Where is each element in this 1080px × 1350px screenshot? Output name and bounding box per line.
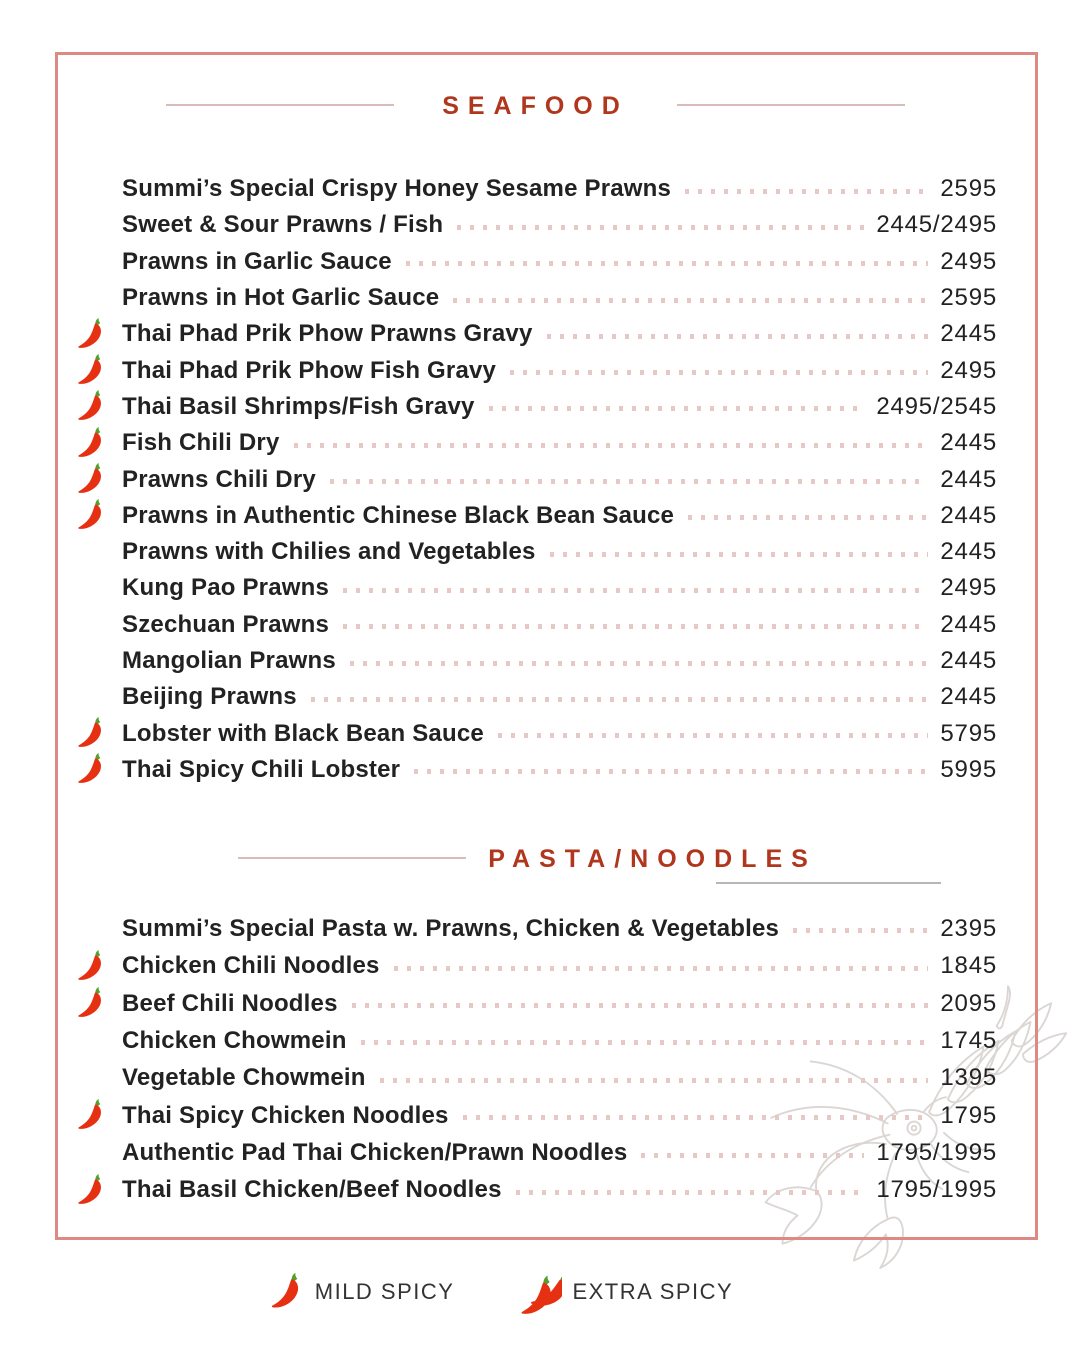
- dotted-leader: [457, 225, 864, 230]
- chili-slot-empty: [74, 643, 122, 679]
- item-name: Thai Spicy Chili Lobster: [122, 755, 401, 783]
- item-price: 5995: [940, 755, 997, 783]
- mild-spicy-chili-icon: [74, 461, 122, 497]
- menu-item-row: [74, 570, 997, 606]
- item-name: Beef Chili Noodles: [122, 989, 338, 1017]
- item-name: Chicken Chili Noodles: [122, 952, 380, 980]
- section-title-seafood: SEAFOOD: [442, 91, 629, 120]
- menu-item-row: [74, 389, 997, 425]
- chili-slot-empty: [74, 171, 122, 207]
- item-name: Thai Basil Shrimps/Fish Gravy: [122, 392, 475, 420]
- chili-slot-empty: [74, 280, 122, 316]
- item-name: Thai Spicy Chicken Noodles: [122, 1101, 449, 1129]
- menu-border-frame: [55, 52, 1038, 1240]
- item-name: Chicken Chowmein: [122, 1026, 347, 1054]
- dotted-leader: [414, 769, 928, 774]
- dotted-leader: [330, 479, 928, 484]
- item-price: 2095: [940, 989, 997, 1017]
- dotted-leader: [394, 966, 929, 971]
- item-name: Prawns with Chilies and Vegetables: [122, 538, 536, 566]
- mild-spicy-chili-icon: [74, 752, 122, 788]
- dotted-leader: [793, 928, 928, 933]
- item-price: 2445/2495: [876, 211, 997, 239]
- item-price: 5795: [940, 719, 997, 747]
- mild-spicy-chili-icon: [74, 498, 122, 534]
- item-name: Prawns in Garlic Sauce: [122, 247, 392, 275]
- chili-slot-empty: [74, 1022, 122, 1059]
- legend-label-extra: EXTRA SPICY: [572, 1279, 734, 1304]
- dotted-leader: [406, 261, 929, 266]
- chili-slot-empty: [74, 1060, 122, 1097]
- dotted-leader: [380, 1078, 929, 1083]
- menu-items-list-pasta: [74, 910, 997, 1209]
- mild-spicy-chili-icon: [267, 1262, 305, 1322]
- menu-item-row: [74, 1022, 997, 1059]
- item-name: Thai Phad Prik Phow Prawns Gravy: [122, 320, 533, 348]
- item-name: Summi’s Special Pasta w. Prawns, Chicken & Vegetables: [122, 914, 780, 942]
- section-header: [74, 89, 997, 121]
- menu-item-row: [74, 985, 997, 1022]
- item-price: 2445: [940, 538, 997, 566]
- dotted-leader: [352, 1003, 929, 1008]
- mild-spicy-chili-icon: [74, 389, 122, 425]
- dotted-leader: [463, 1115, 929, 1120]
- legend-item-mild: [267, 1262, 455, 1322]
- chili-slot-empty: [74, 534, 122, 570]
- dotted-leader: [311, 697, 929, 702]
- item-name: Authentic Pad Thai Chicken/Prawn Noodles: [122, 1139, 628, 1167]
- header-line-right-offset: [716, 882, 941, 884]
- mild-spicy-chili-icon: [74, 715, 122, 751]
- item-price: 2495: [940, 356, 997, 384]
- dotted-leader: [489, 406, 865, 411]
- menu-item-row: [74, 425, 997, 461]
- menu-item-row: [74, 1060, 997, 1097]
- chili-slot-empty: [74, 570, 122, 606]
- dotted-leader: [516, 1190, 865, 1195]
- mild-spicy-chili-icon: [74, 985, 122, 1022]
- item-name: Prawns in Authentic Chinese Black Bean Sauce: [122, 501, 675, 529]
- menu-item-row: [74, 679, 997, 715]
- item-price: 2445: [940, 501, 997, 529]
- item-price: 2495: [940, 247, 997, 275]
- mild-spicy-chili-icon: [74, 947, 122, 984]
- dotted-leader: [294, 443, 929, 448]
- item-name: Thai Phad Prik Phow Fish Gravy: [122, 356, 497, 384]
- dotted-leader: [350, 661, 929, 666]
- menu-item-row: [74, 910, 997, 947]
- section-title-pasta-noodles: PASTA/NOODLES: [488, 844, 817, 873]
- item-name: Summi’s Special Crispy Honey Sesame Prawns: [122, 175, 672, 203]
- item-price: 1795/1995: [876, 1176, 997, 1204]
- dotted-leader: [510, 370, 928, 375]
- menu-item-row: [74, 1097, 997, 1134]
- menu-item-row: [74, 244, 997, 280]
- item-price: 2445: [940, 429, 997, 457]
- section-header: [66, 842, 989, 874]
- menu-item-row: [74, 461, 997, 497]
- menu-item-row: [74, 1134, 997, 1171]
- menu-item-row: [74, 352, 997, 388]
- menu-item-row: [74, 715, 997, 751]
- item-name: Prawns in Hot Garlic Sauce: [122, 284, 440, 312]
- menu-item-row: [74, 280, 997, 316]
- menu-item-row: [74, 947, 997, 984]
- menu-item-row: [74, 607, 997, 643]
- item-price: 1845: [940, 952, 997, 980]
- dotted-leader: [453, 298, 928, 303]
- header-line-left: [166, 104, 394, 106]
- dotted-leader: [641, 1153, 864, 1158]
- chili-slot-empty: [74, 679, 122, 715]
- item-name: Vegetable Chowmein: [122, 1064, 366, 1092]
- legend-label-mild: MILD SPICY: [314, 1279, 455, 1304]
- dotted-leader: [361, 1040, 929, 1045]
- menu-item-row: [74, 752, 997, 788]
- item-price: 2445: [940, 610, 997, 638]
- item-name: Beijing Prawns: [122, 683, 297, 711]
- menu-item-row: [74, 171, 997, 207]
- item-price: 2445: [940, 647, 997, 674]
- item-price: 2445: [940, 683, 997, 711]
- menu-section-pasta-noodles: [74, 842, 997, 1209]
- legend-item-extra: [510, 1260, 733, 1324]
- menu-item-row: [74, 1172, 997, 1209]
- spice-legend: [0, 1260, 1080, 1324]
- dotted-leader: [498, 733, 928, 738]
- chili-slot-empty: [74, 1134, 122, 1171]
- item-price: 2495: [940, 574, 997, 602]
- mild-spicy-chili-icon: [74, 1097, 122, 1134]
- menu-items-list-seafood: [74, 171, 997, 788]
- chili-slot-empty: [74, 910, 122, 947]
- item-price: 2595: [940, 175, 997, 203]
- item-name: Prawns Chili Dry: [122, 465, 316, 493]
- dotted-leader: [343, 624, 928, 629]
- item-price: 2395: [940, 914, 997, 942]
- mild-spicy-chili-icon: [74, 1172, 122, 1209]
- dotted-leader: [685, 189, 928, 194]
- item-price: 1795: [940, 1101, 997, 1129]
- dotted-leader: [550, 552, 929, 557]
- item-price: 2445: [940, 465, 997, 493]
- dotted-leader: [343, 588, 928, 593]
- dotted-leader: [547, 334, 929, 339]
- item-price: 2495/2545: [876, 392, 997, 420]
- header-line-left: [238, 857, 466, 859]
- chili-slot-empty: [74, 244, 122, 280]
- dotted-leader: [688, 515, 928, 520]
- item-price: 1745: [940, 1026, 997, 1054]
- item-price: 2445: [940, 320, 997, 348]
- item-name: Sweet & Sour Prawns / Fish: [122, 211, 444, 239]
- extra-spicy-chili-icon: [510, 1260, 562, 1324]
- item-name: Thai Basil Chicken/Beef Noodles: [122, 1176, 502, 1204]
- chili-slot-empty: [74, 607, 122, 643]
- chili-slot-empty: [74, 207, 122, 243]
- menu-item-row: [74, 534, 997, 570]
- menu-item-row: [74, 207, 997, 243]
- mild-spicy-chili-icon: [74, 425, 122, 461]
- mild-spicy-chili-icon: [74, 316, 122, 352]
- item-price: 1395: [940, 1064, 997, 1092]
- item-name: Szechuan Prawns: [122, 610, 330, 638]
- menu-item-row: [74, 498, 997, 534]
- item-name: Kung Pao Prawns: [122, 574, 330, 602]
- menu-section-seafood: [74, 89, 997, 788]
- menu-item-row: [74, 643, 997, 679]
- menu-item-row: [74, 316, 997, 352]
- header-line-right: [677, 104, 905, 106]
- item-name: Fish Chili Dry: [122, 429, 280, 457]
- item-price: 2595: [940, 284, 997, 312]
- mild-spicy-chili-icon: [74, 352, 122, 388]
- item-name: Mangolian Prawns: [122, 647, 336, 674]
- item-name: Lobster with Black Bean Sauce: [122, 719, 484, 747]
- item-price: 1795/1995: [876, 1139, 997, 1167]
